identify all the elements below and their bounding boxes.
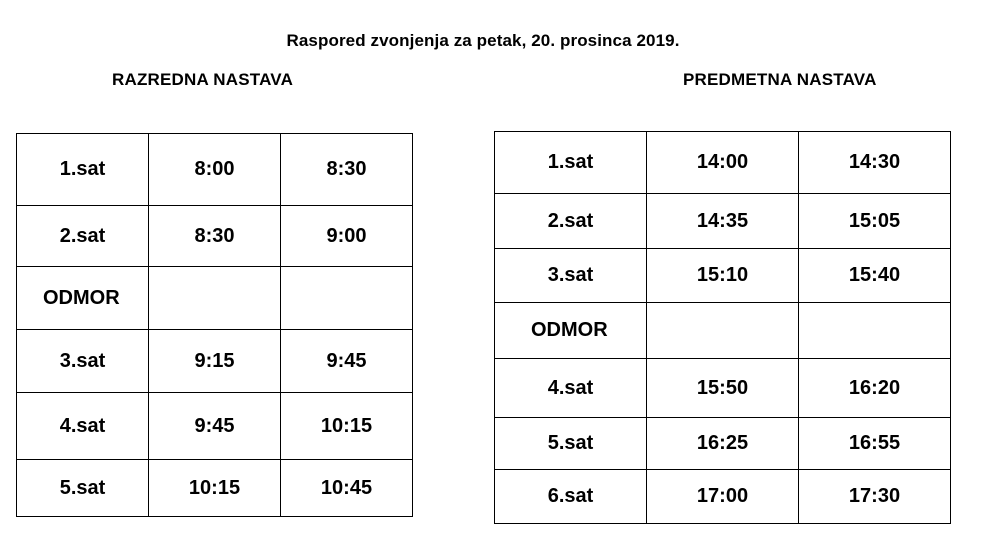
period-start: 9:15 (149, 330, 281, 393)
period-label: 3.sat (495, 249, 647, 303)
period-end: 10:15 (281, 393, 413, 460)
period-start: 14:35 (647, 194, 799, 249)
period-label: 5.sat (17, 460, 149, 517)
period-end: 17:30 (799, 470, 951, 524)
period-start (149, 267, 281, 330)
period-start: 15:10 (647, 249, 799, 303)
period-end: 8:30 (281, 134, 413, 206)
period-label: 1.sat (17, 134, 149, 206)
razredna-schedule-table (16, 133, 413, 517)
period-end: 15:05 (799, 194, 951, 249)
table-row (495, 132, 951, 194)
period-end: 14:30 (799, 132, 951, 194)
table-row (495, 359, 951, 418)
period-start: 15:50 (647, 359, 799, 418)
period-label: 1.sat (495, 132, 647, 194)
period-end: 16:20 (799, 359, 951, 418)
left-table-heading: RAZREDNA NASTAVA (112, 70, 294, 89)
period-start: 14:00 (647, 132, 799, 194)
period-end (799, 303, 951, 359)
table-row (17, 393, 413, 460)
period-label: 6.sat (495, 470, 647, 524)
period-end: 9:00 (281, 206, 413, 267)
period-start: 8:00 (149, 134, 281, 206)
period-start: 8:30 (149, 206, 281, 267)
period-end: 16:55 (799, 418, 951, 470)
period-start: 9:45 (149, 393, 281, 460)
period-label: 2.sat (17, 206, 149, 267)
period-end: 15:40 (799, 249, 951, 303)
page-title: Raspored zvonjenja za petak, 20. prosinca 2019. (286, 31, 680, 50)
period-start (647, 303, 799, 359)
period-end (281, 267, 413, 330)
right-table-heading: PREDMETNA NASTAVA (683, 70, 877, 89)
period-end: 9:45 (281, 330, 413, 393)
table-row (495, 249, 951, 303)
predmetna-schedule-table (494, 131, 951, 524)
break-label: ODMOR (495, 303, 647, 359)
period-label: 5.sat (495, 418, 647, 470)
period-start: 16:25 (647, 418, 799, 470)
period-label: 3.sat (17, 330, 149, 393)
period-start: 17:00 (647, 470, 799, 524)
table-row (495, 418, 951, 470)
period-label: 4.sat (17, 393, 149, 460)
table-row (495, 194, 951, 249)
table-row (17, 206, 413, 267)
table-row (17, 460, 413, 517)
break-label: ODMOR (17, 267, 149, 330)
period-label: 2.sat (495, 194, 647, 249)
period-end: 10:45 (281, 460, 413, 517)
period-start: 10:15 (149, 460, 281, 517)
table-row (17, 330, 413, 393)
table-row (17, 134, 413, 206)
table-row (495, 470, 951, 524)
table-row (17, 267, 413, 330)
period-label: 4.sat (495, 359, 647, 418)
table-row (495, 303, 951, 359)
